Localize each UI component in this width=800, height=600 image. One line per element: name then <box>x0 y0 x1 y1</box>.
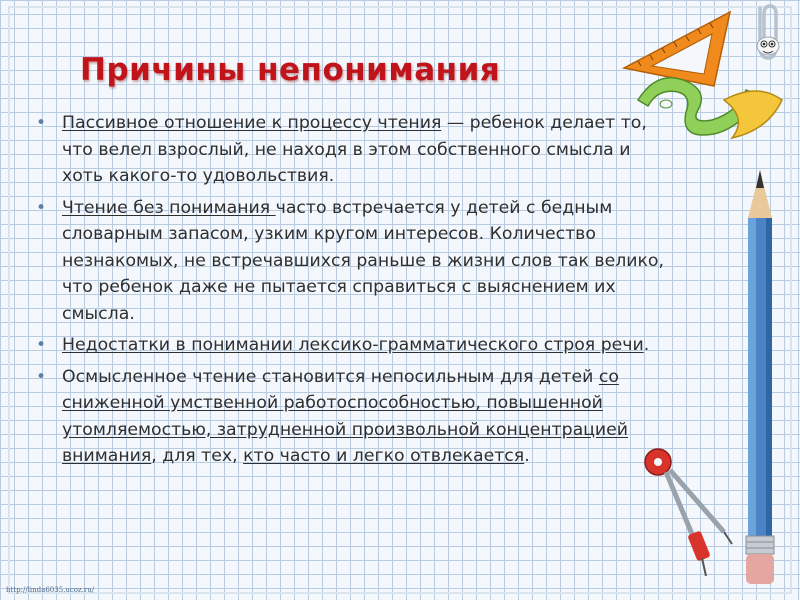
bullet-text: Осмысленное чтение становится непосильным для детей <box>62 366 599 387</box>
underlined-text: со сниженной умственной работоспособностью, повышенной утомляемостью, затрудненной произвольной концентрацией внимания <box>62 366 629 466</box>
bullet-text: . <box>524 446 530 466</box>
pencil-icon <box>740 170 780 590</box>
bullet-item <box>36 364 664 470</box>
bullet-list <box>36 110 664 475</box>
slide-title: Причины непонимания <box>80 52 501 88</box>
bullet-marker: • <box>36 197 47 218</box>
bullet-marker: • <box>36 366 47 387</box>
bullet-text: — ребенок делает то, что велел взрослый, не находя в этом собственного смысла и хоть какого-то удовольствия. <box>62 113 647 186</box>
bullet-text: . <box>643 335 650 355</box>
underlined-text: кто часто и легко отвлекается <box>243 446 525 466</box>
source-url: http://linda6035.ucoz.ru/ <box>6 586 95 594</box>
bullet-marker: • <box>36 113 47 133</box>
underlined-text: Пассивное отношение к процессу чтения <box>62 113 442 133</box>
bullet-item <box>36 332 664 359</box>
bullet-item <box>36 110 664 190</box>
bullet-item <box>36 195 664 328</box>
bullet-marker: • <box>36 335 47 355</box>
bullet-text: , для тех, <box>151 446 244 466</box>
underlined-text: Недостатки в понимании лексико-грамматического строя речи <box>62 335 644 355</box>
underlined-text: Чтение без понимания <box>62 197 276 218</box>
bullet-text: часто встречается у детей с бедным словарным запасом, узким кругом интересов. Количество незнакомых, не встречавшихся раньше в жизни слов так велико, что ребенок даже не пытается справиться с выяснением их смысла. <box>62 197 664 324</box>
